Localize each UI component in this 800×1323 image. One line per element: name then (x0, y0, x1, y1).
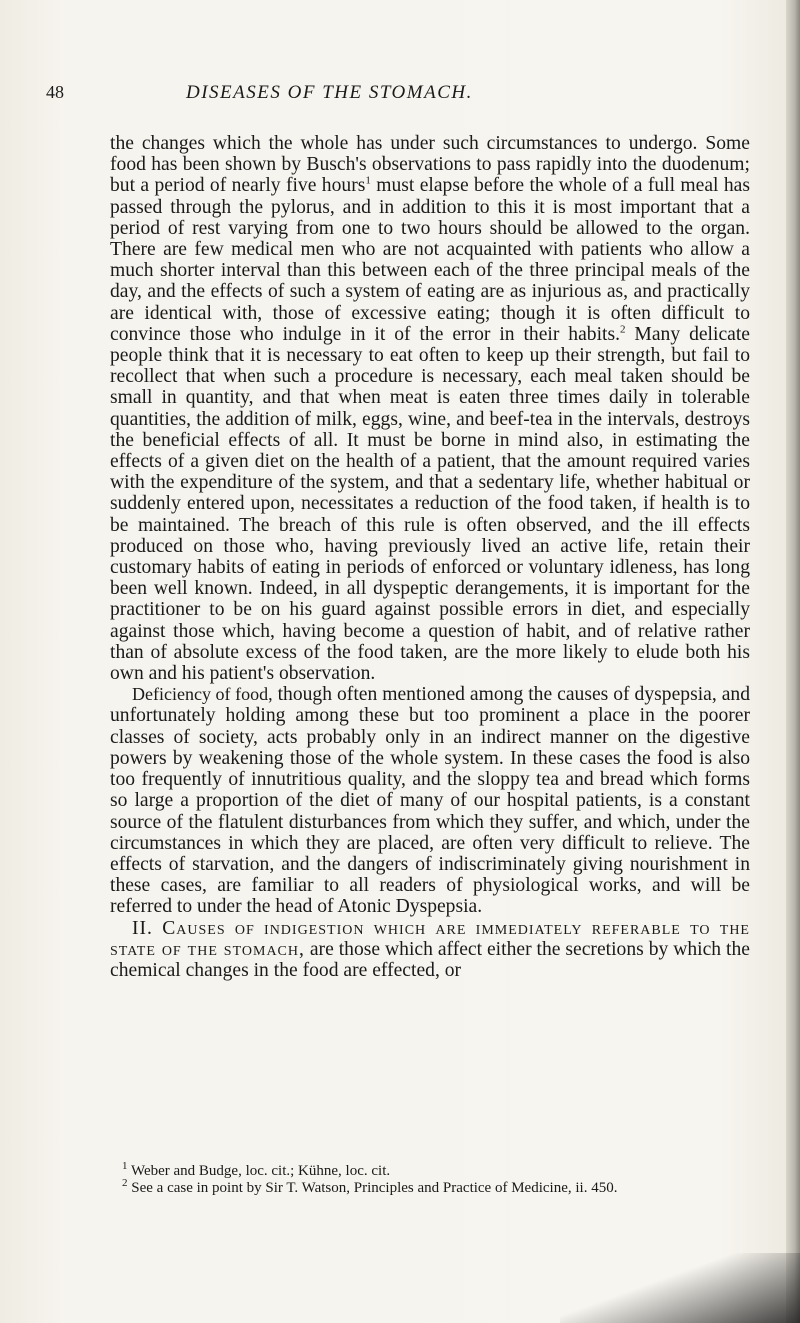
paragraph-3: II. Causes of indigestion which are immediately referable to the state of the stomach, are those which affect either the secretions by which the chemical changes in the food are effected, or (110, 917, 750, 981)
running-head: DISEASES OF THE STOMACH. (186, 82, 473, 103)
footnote-1: $^1$ Weber and Budge, loc. cit.; Kühne, loc. cit. (122, 1160, 391, 1179)
paragraph-2: Deficiency of food, though often mentioned among the causes of dyspepsia, and unfortunately holding among these but too prominent a place in the poorer classes of society, acts probably only in an indirect manner on the digestive powers by weakening those of the whole system. In these cases the food is also too frequently of innutritious quality, and the sloppy tea and bread which forms so large a proportion of the diet of many of our hospital patients, is a constant source of the flatulent disturbances from which they suffer, and which, under the circumstances in which they are placed, are often very difficult to relieve. The effects of starvation, and the dangers of indiscriminately giving nourishment in these cases, are familiar to all readers of physiological works, and will be referred to under the head of Atonic Dyspepsia. (110, 684, 750, 918)
footnote-2: $^2$ See a case in point by Sir T. Watson, Principles and Practice of Medicine, ii. 450. (122, 1177, 618, 1196)
page-edge (786, 0, 800, 1323)
paragraph-lead: Deficiency of food, (132, 684, 273, 705)
footnote-ref: 1 (365, 174, 371, 187)
section-heading: II. Causes of indigestion which are immediately referable to the state of the stomach, (110, 917, 750, 960)
paragraph-1: the changes which the whole has under such circumstances to undergo. Some food has been shown by Busch's observations to pass rapidly into the duodenum; but a period of nearly five hours$^1$ must elapse before the whole of a full meal has passed through the pylorus, and in addition to this it is most important that a period of rest varying from one to two hours should be allowed to the organ. There are few medical men who are not acquainted with patients who allow a much shorter interval than this between each of the three principal meals of the day, and the effects of such a system of eating are as injurious as, and practically are identical with, those of excessive eating; though it is often difficult to convince those who indulge in it of the error in their habits.$^2$ Many delicate people think that it is necessary to eat often to keep up their strength, but fail to recollect that when such a procedure is necessary, each meal taken should be small in quantity, and that when meat is eaten three times daily in tolerable quantities, the addition of milk, eggs, wine, and beef-tea in the intervals, destroys the beneficial effects of all. It must be borne in mind also, in estimating the effects of a given diet on the health of a patient, that the amount required varies with the expenditure of the system, and that a sedentary life, whether habitual or suddenly entered upon, necessitates a reduction of the food taken, if health is to be maintained. The breach of this rule is often observed, and the ill effects produced on those who, having previously lived an active life, retain their customary habits of eating in periods of enforced or voluntary idleness, has long been well known. Indeed, in all dyspeptic derangements, it is important for the practitioner to be on his guard against possible errors in diet, and especially against those which, having become a question of habit, and of relative rather than of absolute excess of the food taken, are the more likely to elude both his own and his patient's observation. (110, 133, 750, 685)
page-shadow (560, 1253, 800, 1323)
footnote-ref: 2 (620, 323, 626, 336)
footnotes (122, 1160, 762, 1197)
body-text (110, 133, 750, 981)
page-number: 48 (46, 82, 64, 102)
page-header (46, 82, 766, 106)
